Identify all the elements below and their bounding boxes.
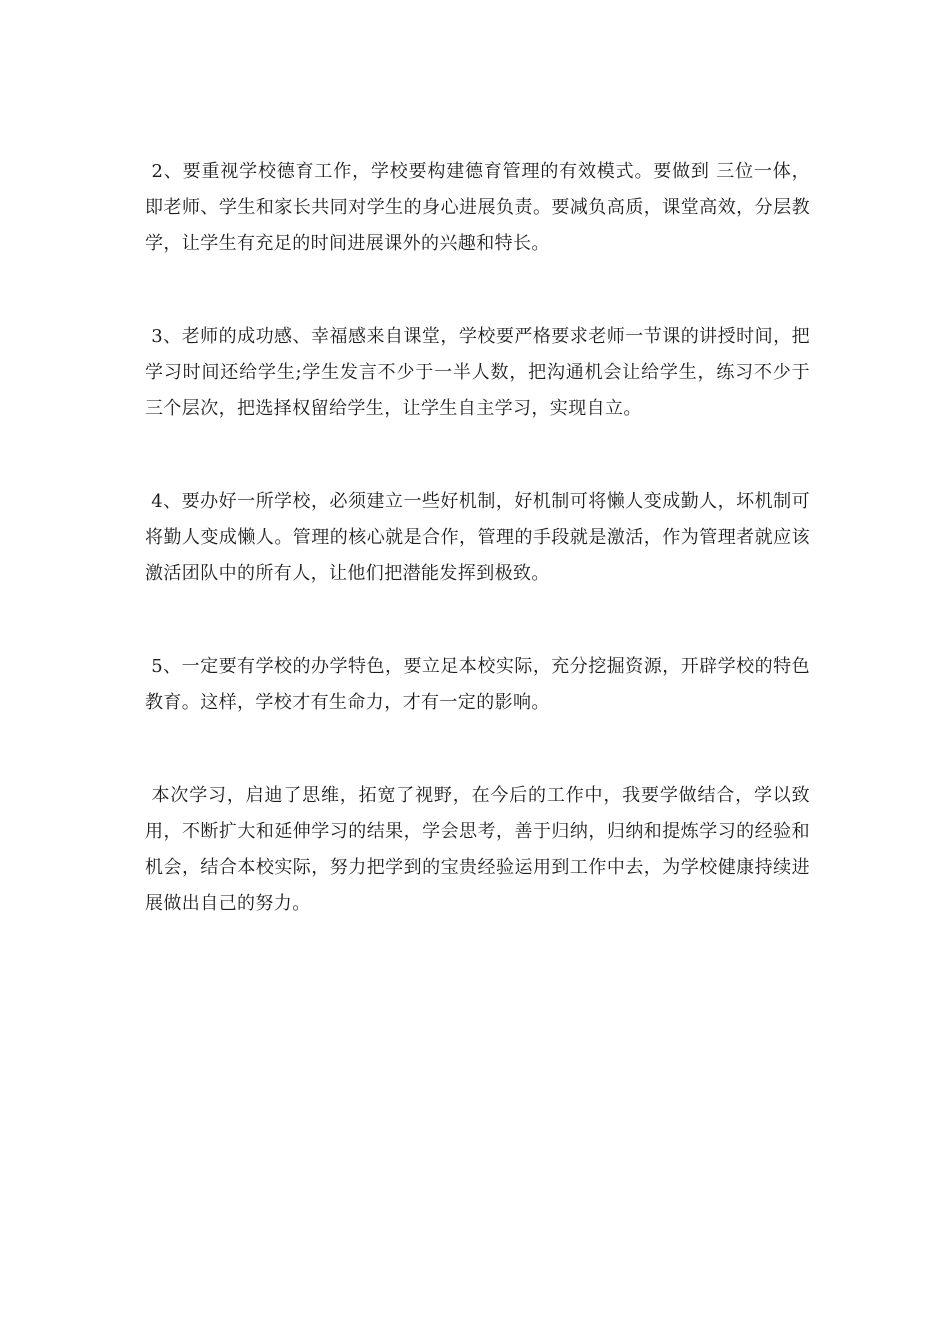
paragraph-5-school-features: 5、一定要有学校的办学特色，要立足本校实际，充分挖掘资源，开辟学校的特色教育。这样，学校才有生命力，才有一定的影响。 [145,656,810,713]
paragraph-conclusion: 本次学习，启迪了思维，拓宽了视野，在今后的工作中，我要学做结合，学以致用，不断扩大和延伸学习的结果，学会思考，善于归纳，归纳和提炼学习的经验和机会，结合本校实际，努力把学到的宝贵经验运用到工作中去，为学校健康持续进展做出自己的努力。 [145,785,810,914]
paragraph-3-classroom: 3、老师的成功感、幸福感来自课堂，学校要严格要求老师一节课的讲授时间，把学习时间还给学生;学生发言不少于一半人数，把沟通机会让给学生，练习不少于三个层次，把选择权留给学生，让学生自主学习，实现自立。 [145,326,810,419]
document-body [145,154,810,922]
paragraph-2-moral-education: 2、要重视学校德育工作，学校要构建德育管理的有效模式。要做到 三位一体，即老师、学生和家长共同对学生的身心进展负责。要减负高质，课堂高效，分层教学，让学生有充足的时间进展课外的兴趣和特长。 [145,161,810,254]
paragraph-4-mechanism: 4、要办好一所学校，必须建立一些好机制，好机制可将懒人变成勤人，坏机制可将勤人变成懒人。管理的核心就是合作，管理的手段就是激活，作为管理者就应该激活团队中的所有人，让他们把潜能发挥到极致。 [145,491,810,584]
